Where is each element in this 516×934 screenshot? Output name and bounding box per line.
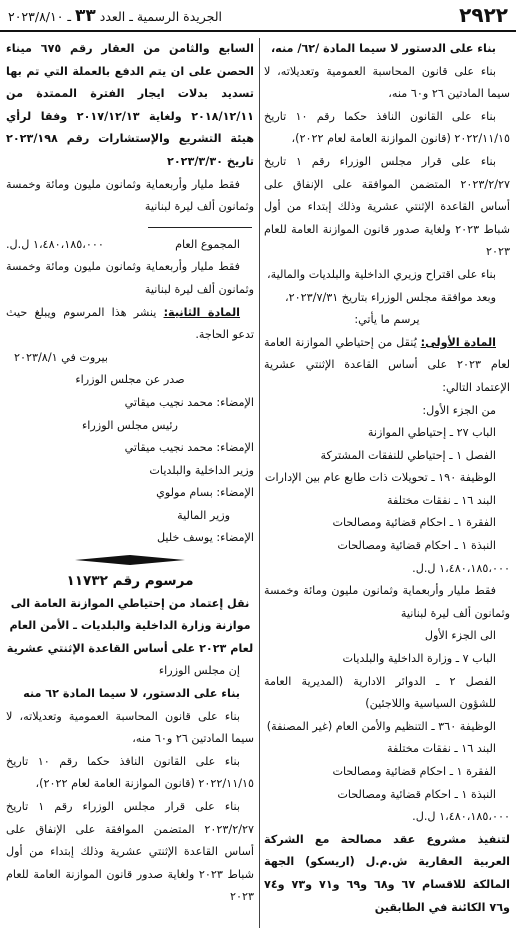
from-chapter: الباب ٢٧ ـ إحتياطي الموازنة xyxy=(367,426,496,440)
preamble-budget-law: بناء على القانون النافذ حكما رقم ١٠ تاريخ ٢٠٢٢/١١/١٥ (قانون الموازنة العامة لعام ٢٠٢٢)، xyxy=(264,109,510,146)
place-and-date: بيروت في ٢٠٢٣/٨/١ xyxy=(14,350,108,364)
amount-in-words-1: فقط مليار وأربعماية وثمانون مليون ومائة وخمسة وثمانون ألف ليرة لبنانية xyxy=(264,584,510,620)
right-column xyxy=(264,38,510,928)
preamble-constitution: بناء على الدستور لا سيما المادة /٦٢/ منه، xyxy=(270,42,496,55)
to-chapter: الباب ٧ ـ وزارة الداخلية والبلديات xyxy=(342,652,496,666)
to-part: الى الجزء الأول xyxy=(424,629,496,643)
left-preamble-constitution: بناء على الدستور، لا سيما المادة ٦٢ منه xyxy=(23,687,240,701)
section-ornament xyxy=(6,553,254,567)
preamble-cabinet-decision: بناء على قرار مجلس الوزراء رقم ١ تاريخ ٢٠٢٣/٢/٢٧ المتضمن الموافقة على الإنفاق على أساس القاعدة الإثنتي عشرية وذلك إبتداء من أول شباط ٢٠٢٣ ولغاية صدور قانون الموازنة العامة للعام ٢٠٢٣ xyxy=(264,154,510,259)
from-subparagraph: النبذة ١ ـ احكام قضائية ومصالحات xyxy=(337,539,496,553)
to-item: البند ١٦ ـ نفقات مختلفة xyxy=(386,742,496,756)
issue-date: ـ ٢٠٢٣/٨/١٠ xyxy=(8,9,72,24)
article-one-text: يُنقل من إحتياطي الموازنة العامة لعام ٢٠٢٣ على أساس القاعدة الإثنتي عشرية الإعتماد التالي: xyxy=(264,335,510,394)
prime-minister-title: رئيس مجلس الوزراء xyxy=(82,418,178,432)
preamble-accounting-law: بناء على قانون المحاسبة العمومية وتعديلاته، لا سيما المادتين ٢٦ و٦٠ منه، xyxy=(264,64,510,101)
grand-total-amount: ١،٤٨٠،١٨٥،٠٠٠ ل.ل. xyxy=(6,237,104,251)
to-subparagraph: النبذة ١ ـ احكام قضائية ومصالحات xyxy=(337,787,496,801)
grand-total xyxy=(6,234,254,257)
council-intro: إن مجلس الوزراء xyxy=(158,664,240,678)
left-column xyxy=(6,38,254,928)
article-two-text: ينشر هذا المرسوم ويبلغ حيث تدعو الحاجة. xyxy=(6,305,254,342)
transfer-amount-to: ١،٤٨٠،١٨٥،٠٠٠ ل.ل. xyxy=(412,810,510,824)
page-header xyxy=(0,0,516,32)
preamble-approval: وبعد موافقة مجلس الوزراء بتاريخ ٢٠٢٣/٧/٣١، xyxy=(285,290,496,304)
article-two-lead: المادة الثانية: xyxy=(163,305,241,319)
signature-interior-minister: الإمضاء: بسام مولوي xyxy=(156,486,254,500)
total-rule xyxy=(148,227,252,228)
to-paragraph: الفقرة ١ ـ احكام قضائية ومصالحات xyxy=(332,765,496,778)
grand-total-label: المجموع العام xyxy=(175,237,240,251)
decree-subject: نقل إعتماد من إحتياطي الموازنة العامة الى موازنة وزارة الداخلية والبلديات ـ الأمن العام لعام ٢٠٢٣ على أساس القاعدة الإثنتي عشرية xyxy=(6,596,254,655)
left-preamble-accounting-law: بناء على قانون المحاسبة العمومية وتعديلاته، لا سيما المادتين ٢٦ و٦٠ منه، xyxy=(6,709,254,746)
transfer-amount-from: ١،٤٨٠،١٨٥،٠٠٠ ل.ل. xyxy=(412,561,510,575)
to-section: الفصل ٢ ـ الدوائر الادارية (المديرية العامة للشؤون السياسية واللاجئين) xyxy=(264,674,496,711)
interior-minister-title: وزير الداخلية والبلديات xyxy=(149,463,254,477)
signature-prime-minister: الإمضاء: محمد نجيب ميقاتي xyxy=(124,441,254,455)
article-two xyxy=(6,302,254,347)
amount-in-words-3: فقط مليار وأربعماية وثمانون مليون ومائة وخمسة وثمانون ألف ليرة لبنانية xyxy=(6,260,254,296)
decree-formula: يرسم ما يأتي: xyxy=(354,313,420,327)
left-preamble-cabinet-decision: بناء على قرار مجلس الوزراء رقم ١ تاريخ ٢٠٢٣/٢/٢٧ المتضمن الموافقة على الإنفاق على أساس القاعدة الإثنتي عشرية وذلك إبتداء من أول شباط ٢٠٢٣ ولغاية صدور قانون الموازنة العامة للعام ٢٠٢٣ xyxy=(6,800,254,904)
signature-president: الإمضاء: محمد نجيب ميقاتي xyxy=(124,395,254,409)
from-paragraph: الفقرة ١ ـ احكام قضائية ومصالحات xyxy=(332,516,496,530)
gazette-name: الجريدة الرسمية ـ العدد xyxy=(99,9,223,24)
ornament-shape xyxy=(75,555,185,565)
gazette-title xyxy=(8,6,222,26)
from-item: البند ١٦ ـ نفقات مختلفة xyxy=(386,493,496,507)
settlement-continuation: السابع والثامن من العقار رقم ٦٧٥ ميناء الحصن على ان يتم الدفع بالعملة التي تم بها تسديد بدلات ايجار الفترة الممتدة من ٢٠١٨/١٢/١١ ولغاية ٢٠١٧/١٢/١٣ وفقا لرأي هيئة التشريع والإستشارات رقم ٢٠٢٣/١٩٨ تاريخ ٢٠٢٣/٣/٣٠ xyxy=(6,42,254,168)
signature-finance-minister: الإمضاء: يوسف خليل xyxy=(156,531,254,545)
page-number: ٢٩٢٢ xyxy=(459,3,508,27)
column-divider xyxy=(259,38,260,928)
from-section: الفصل ١ ـ إحتياطي للنفقات المشتركة xyxy=(320,448,496,462)
left-preamble-budget-law: بناء على القانون النافذ حكما رقم ١٠ تاريخ ٢٠٢٢/١١/١٥ (قانون الموازنة العامة لعام ٢٠٢٢)، xyxy=(6,754,254,791)
from-function: الوظيفة ١٩٠ ـ تحويلات ذات طابع عام بين الإدارات xyxy=(264,471,496,485)
article-one xyxy=(264,332,510,400)
amount-in-words-2: فقط مليار وأربعماية وثمانون مليون ومائة وخمسة وثمانون ألف ليرة لبنانية xyxy=(6,177,254,214)
issue-number: ٣٣ xyxy=(75,6,96,26)
finance-minister-title: وزير المالية xyxy=(177,508,230,522)
from-part: من الجزء الأول: xyxy=(422,403,496,417)
preamble-proposal: بناء على اقتراح وزيري الداخلية والبلديات والمالية، xyxy=(267,267,496,281)
article-one-lead: المادة الأولى: xyxy=(420,335,496,349)
to-function: الوظيفة ٣٦٠ ـ التنظيم والأمن العام (غير المصنفة) xyxy=(266,719,496,733)
settlement-purpose: لتنفيذ مشروع عقد مصالحة مع الشركة العربية العقارية ش.م.ل (اريسكو) الجهة المالكة للاقسام ٦٧ و٦٨ و٦٩ و٧١ و٧٣ و٧٤ و٧٦ الكائنة في الطابقين xyxy=(264,832,510,914)
issued-by: صدر عن مجلس الوزراء xyxy=(75,373,185,387)
decree-number: مرسوم رقم ١١٧٣٢ xyxy=(66,573,194,590)
